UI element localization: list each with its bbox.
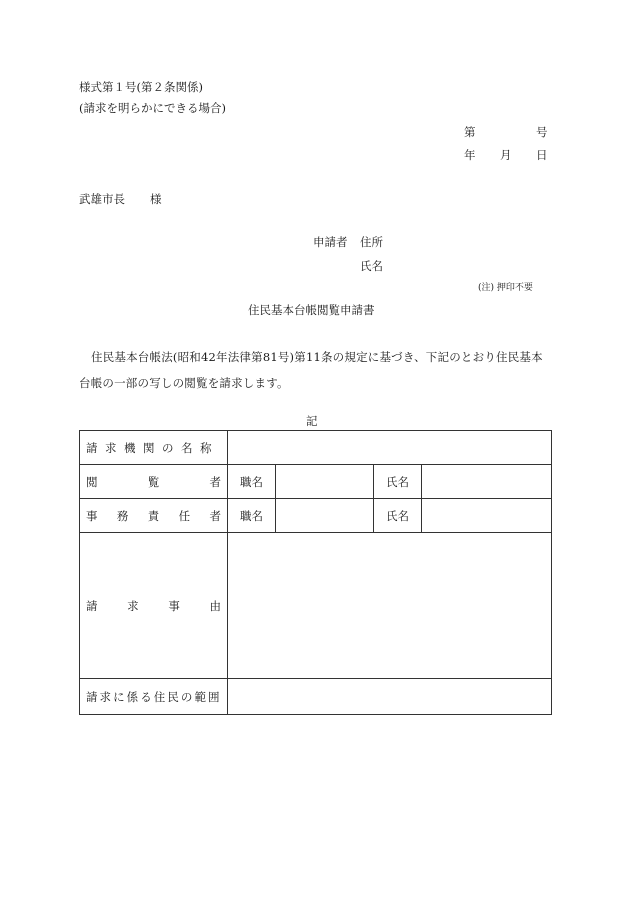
document-title: 住民基本台帳閲覧申請書 bbox=[248, 303, 375, 317]
requesting-agency-label bbox=[86, 440, 221, 456]
date-month: 月 bbox=[500, 148, 512, 162]
applicant-name-label: 氏名 bbox=[360, 259, 383, 273]
addressee-name: 武雄市長 bbox=[79, 192, 125, 206]
resident-scope-value[interactable] bbox=[228, 679, 552, 715]
table-row-responsible-person bbox=[80, 499, 552, 533]
doc-number-dai: 第 bbox=[464, 125, 476, 139]
seal-not-required-note: (注) 押印不要 bbox=[478, 283, 533, 293]
responsible-person-name-value[interactable] bbox=[422, 499, 552, 533]
doc-number-go: 号 bbox=[536, 125, 548, 139]
reason-label: 請求事由 bbox=[86, 598, 221, 613]
responsible-person-label: 事務責任者 bbox=[86, 508, 221, 523]
responsible-person-post-value[interactable] bbox=[276, 499, 374, 533]
viewer-post-value[interactable] bbox=[276, 465, 374, 499]
ki-label: 記 bbox=[306, 414, 318, 428]
table-row-requesting-agency bbox=[80, 431, 552, 465]
responsible-person-label-cell bbox=[80, 499, 228, 533]
requesting-agency-value[interactable] bbox=[228, 431, 552, 465]
requesting-agency-label-text: 請求機関の名称 bbox=[86, 440, 219, 455]
table-row-reason bbox=[80, 533, 552, 679]
responsible-person-name-label: 氏名 bbox=[374, 499, 422, 533]
body-text: 住民基本台帳法(昭和42年法律第81号)第11条の規定に基づき、下記のとおり住民基本台帳の一部の写しの閲覧を請求します。 bbox=[79, 350, 543, 390]
reason-label-cell bbox=[80, 533, 228, 679]
table-row-viewer bbox=[80, 465, 552, 499]
viewer-name-label: 氏名 bbox=[374, 465, 422, 499]
resident-scope-label-cell bbox=[80, 679, 228, 715]
resident-scope-label: 請求に係る住民の範囲 bbox=[86, 689, 221, 704]
form-condition: (請求を明らかにできる場合) bbox=[79, 101, 226, 115]
requesting-agency-label-cell bbox=[80, 431, 228, 465]
application-form-table bbox=[79, 430, 552, 715]
date-day: 日 bbox=[536, 148, 548, 162]
form-number: 様式第１号(第２条関係) bbox=[79, 80, 203, 94]
viewer-label: 閲覧者 bbox=[86, 474, 221, 489]
viewer-label-cell bbox=[80, 465, 228, 499]
reason-value[interactable] bbox=[228, 533, 552, 679]
applicant-label: 申請者 bbox=[313, 235, 348, 249]
viewer-name-value[interactable] bbox=[422, 465, 552, 499]
applicant-address-label: 住所 bbox=[360, 235, 383, 249]
date-year: 年 bbox=[464, 148, 476, 162]
addressee-honorific: 様 bbox=[150, 192, 162, 206]
responsible-person-post-label: 職名 bbox=[228, 499, 276, 533]
viewer-post-label: 職名 bbox=[228, 465, 276, 499]
table-row-resident-scope bbox=[80, 679, 552, 715]
